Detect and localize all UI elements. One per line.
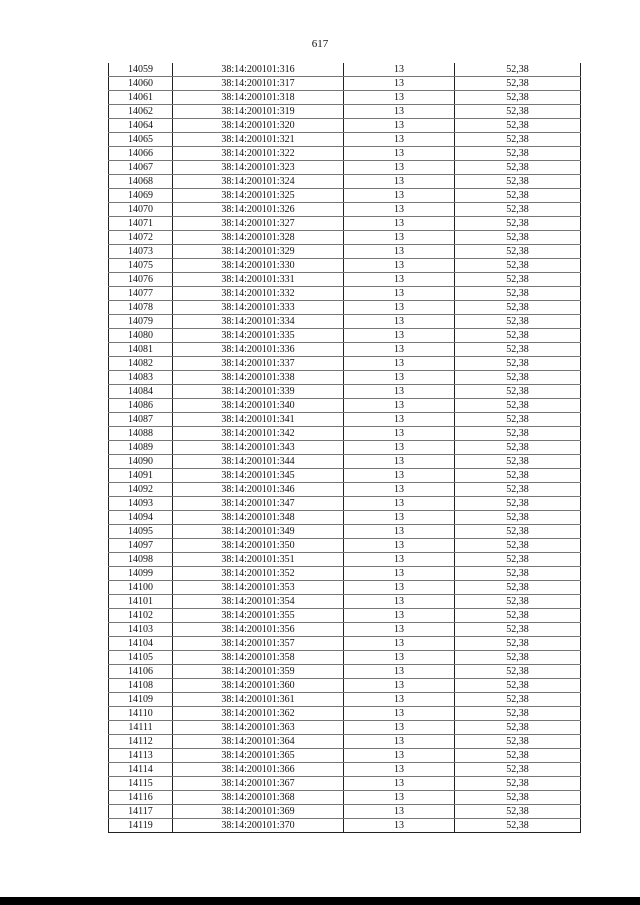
table-row — [109, 735, 581, 749]
table-row — [109, 301, 581, 315]
cadastral-number-cell: 38:14:200101:328 — [173, 231, 344, 245]
area-cell: 13 — [344, 469, 455, 483]
table-row — [109, 623, 581, 637]
row-number-cell: 14067 — [109, 161, 173, 175]
row-number-cell: 14095 — [109, 525, 173, 539]
row-number-cell: 14092 — [109, 483, 173, 497]
value-cell: 52,38 — [455, 77, 581, 91]
cadastral-number-cell: 38:14:200101:330 — [173, 259, 344, 273]
area-cell: 13 — [344, 567, 455, 581]
area-cell: 13 — [344, 553, 455, 567]
row-number-cell: 14061 — [109, 91, 173, 105]
area-cell: 13 — [344, 231, 455, 245]
row-number-cell: 14105 — [109, 651, 173, 665]
page-number: 617 — [311, 38, 329, 50]
row-number-cell: 14102 — [109, 609, 173, 623]
area-cell: 13 — [344, 721, 455, 735]
area-cell: 13 — [344, 707, 455, 721]
value-cell: 52,38 — [455, 105, 581, 119]
row-number-cell: 14073 — [109, 245, 173, 259]
row-number-cell: 14081 — [109, 343, 173, 357]
area-cell: 13 — [344, 749, 455, 763]
table-row — [109, 567, 581, 581]
value-cell: 52,38 — [455, 721, 581, 735]
table-row — [109, 427, 581, 441]
area-cell: 13 — [344, 385, 455, 399]
value-cell: 52,38 — [455, 567, 581, 581]
cadastral-number-cell: 38:14:200101:339 — [173, 385, 344, 399]
row-number-cell: 14087 — [109, 413, 173, 427]
area-cell: 13 — [344, 735, 455, 749]
area-cell: 13 — [344, 147, 455, 161]
value-cell: 52,38 — [455, 483, 581, 497]
table-row — [109, 637, 581, 651]
area-cell: 13 — [344, 161, 455, 175]
cadastral-number-cell: 38:14:200101:366 — [173, 763, 344, 777]
cadastral-number-cell: 38:14:200101:349 — [173, 525, 344, 539]
area-cell: 13 — [344, 525, 455, 539]
area-cell: 13 — [344, 413, 455, 427]
row-number-cell: 14062 — [109, 105, 173, 119]
value-cell: 52,38 — [455, 651, 581, 665]
table-row — [109, 259, 581, 273]
value-cell: 52,38 — [455, 539, 581, 553]
cadastral-number-cell: 38:14:200101:348 — [173, 511, 344, 525]
table-row — [109, 665, 581, 679]
table-row — [109, 329, 581, 343]
cadastral-number-cell: 38:14:200101:350 — [173, 539, 344, 553]
table-row — [109, 231, 581, 245]
area-cell: 13 — [344, 371, 455, 385]
area-cell: 13 — [344, 217, 455, 231]
table-row — [109, 217, 581, 231]
value-cell: 52,38 — [455, 623, 581, 637]
value-cell: 52,38 — [455, 441, 581, 455]
row-number-cell: 14115 — [109, 777, 173, 791]
value-cell: 52,38 — [455, 469, 581, 483]
row-number-cell: 14113 — [109, 749, 173, 763]
table-row — [109, 119, 581, 133]
cadastral-number-cell: 38:14:200101:342 — [173, 427, 344, 441]
value-cell: 52,38 — [455, 287, 581, 301]
area-cell: 13 — [344, 581, 455, 595]
row-number-cell: 14068 — [109, 175, 173, 189]
value-cell: 52,38 — [455, 595, 581, 609]
value-cell: 52,38 — [455, 147, 581, 161]
value-cell: 52,38 — [455, 161, 581, 175]
row-number-cell: 14059 — [109, 63, 173, 77]
cadastral-number-cell: 38:14:200101:360 — [173, 679, 344, 693]
cadastral-number-cell: 38:14:200101:336 — [173, 343, 344, 357]
value-cell: 52,38 — [455, 343, 581, 357]
value-cell: 52,38 — [455, 399, 581, 413]
cadastral-number-cell: 38:14:200101:352 — [173, 567, 344, 581]
value-cell: 52,38 — [455, 133, 581, 147]
cadastral-number-cell: 38:14:200101:353 — [173, 581, 344, 595]
area-cell: 13 — [344, 511, 455, 525]
area-cell: 13 — [344, 637, 455, 651]
area-cell: 13 — [344, 791, 455, 805]
area-cell: 13 — [344, 399, 455, 413]
cadastral-number-cell: 38:14:200101:347 — [173, 497, 344, 511]
cadastral-number-cell: 38:14:200101:340 — [173, 399, 344, 413]
value-cell: 52,38 — [455, 819, 581, 833]
value-cell: 52,38 — [455, 581, 581, 595]
cadastral-number-cell: 38:14:200101:356 — [173, 623, 344, 637]
value-cell: 52,38 — [455, 175, 581, 189]
table-row — [109, 595, 581, 609]
area-cell: 13 — [344, 105, 455, 119]
area-cell: 13 — [344, 329, 455, 343]
row-number-cell: 14088 — [109, 427, 173, 441]
cadastral-number-cell: 38:14:200101:321 — [173, 133, 344, 147]
value-cell: 52,38 — [455, 805, 581, 819]
area-cell: 13 — [344, 609, 455, 623]
row-number-cell: 14072 — [109, 231, 173, 245]
cadastral-number-cell: 38:14:200101:322 — [173, 147, 344, 161]
value-cell: 52,38 — [455, 791, 581, 805]
area-cell: 13 — [344, 273, 455, 287]
row-number-cell: 14080 — [109, 329, 173, 343]
area-cell: 13 — [344, 343, 455, 357]
area-cell: 13 — [344, 805, 455, 819]
value-cell: 52,38 — [455, 63, 581, 77]
area-cell: 13 — [344, 119, 455, 133]
cadastral-number-cell: 38:14:200101:346 — [173, 483, 344, 497]
value-cell: 52,38 — [455, 357, 581, 371]
area-cell: 13 — [344, 455, 455, 469]
row-number-cell: 14104 — [109, 637, 173, 651]
area-cell: 13 — [344, 315, 455, 329]
value-cell: 52,38 — [455, 525, 581, 539]
cadastral-number-cell: 38:14:200101:331 — [173, 273, 344, 287]
cadastral-number-cell: 38:14:200101:323 — [173, 161, 344, 175]
table-row — [109, 371, 581, 385]
table-row — [109, 455, 581, 469]
cadastral-number-cell: 38:14:200101:325 — [173, 189, 344, 203]
table-row — [109, 245, 581, 259]
cadastral-number-cell: 38:14:200101:362 — [173, 707, 344, 721]
row-number-cell: 14116 — [109, 791, 173, 805]
cadastral-number-cell: 38:14:200101:326 — [173, 203, 344, 217]
cadastral-number-cell: 38:14:200101:324 — [173, 175, 344, 189]
table-row — [109, 791, 581, 805]
row-number-cell: 14110 — [109, 707, 173, 721]
area-cell: 13 — [344, 427, 455, 441]
row-number-cell: 14076 — [109, 273, 173, 287]
cadastral-number-cell: 38:14:200101:354 — [173, 595, 344, 609]
row-number-cell: 14075 — [109, 259, 173, 273]
area-cell: 13 — [344, 483, 455, 497]
value-cell: 52,38 — [455, 427, 581, 441]
row-number-cell: 14064 — [109, 119, 173, 133]
cadastral-number-cell: 38:14:200101:344 — [173, 455, 344, 469]
area-cell: 13 — [344, 693, 455, 707]
cadastral-number-cell: 38:14:200101:370 — [173, 819, 344, 833]
table-row — [109, 189, 581, 203]
cadastral-number-cell: 38:14:200101:320 — [173, 119, 344, 133]
row-number-cell: 14082 — [109, 357, 173, 371]
value-cell: 52,38 — [455, 777, 581, 791]
cadastral-number-cell: 38:14:200101:334 — [173, 315, 344, 329]
cadastral-number-cell: 38:14:200101:329 — [173, 245, 344, 259]
table-row — [109, 161, 581, 175]
area-cell: 13 — [344, 357, 455, 371]
row-number-cell: 14089 — [109, 441, 173, 455]
table-row — [109, 343, 581, 357]
area-cell: 13 — [344, 189, 455, 203]
table-row — [109, 413, 581, 427]
area-cell: 13 — [344, 665, 455, 679]
area-cell: 13 — [344, 539, 455, 553]
table-row — [109, 609, 581, 623]
table-row — [109, 273, 581, 287]
table-row — [109, 385, 581, 399]
table-row — [109, 553, 581, 567]
table-row — [109, 315, 581, 329]
value-cell: 52,38 — [455, 735, 581, 749]
value-cell: 52,38 — [455, 91, 581, 105]
area-cell: 13 — [344, 651, 455, 665]
table-row — [109, 483, 581, 497]
table-row — [109, 805, 581, 819]
cadastral-number-cell: 38:14:200101:361 — [173, 693, 344, 707]
table-row — [109, 707, 581, 721]
area-cell: 13 — [344, 763, 455, 777]
row-number-cell: 14094 — [109, 511, 173, 525]
value-cell: 52,38 — [455, 553, 581, 567]
row-number-cell: 14103 — [109, 623, 173, 637]
value-cell: 52,38 — [455, 693, 581, 707]
cadastral-number-cell: 38:14:200101:351 — [173, 553, 344, 567]
area-cell: 13 — [344, 133, 455, 147]
cadastral-number-cell: 38:14:200101:363 — [173, 721, 344, 735]
table-row — [109, 147, 581, 161]
table-row — [109, 749, 581, 763]
cadastral-number-cell: 38:14:200101:368 — [173, 791, 344, 805]
value-cell: 52,38 — [455, 609, 581, 623]
value-cell: 52,38 — [455, 189, 581, 203]
value-cell: 52,38 — [455, 511, 581, 525]
row-number-cell: 14090 — [109, 455, 173, 469]
row-number-cell: 14086 — [109, 399, 173, 413]
value-cell: 52,38 — [455, 217, 581, 231]
cadastral-number-cell: 38:14:200101:333 — [173, 301, 344, 315]
table-row — [109, 721, 581, 735]
value-cell: 52,38 — [455, 497, 581, 511]
cadastral-number-cell: 38:14:200101:359 — [173, 665, 344, 679]
value-cell: 52,38 — [455, 231, 581, 245]
area-cell: 13 — [344, 203, 455, 217]
row-number-cell: 14093 — [109, 497, 173, 511]
table-row — [109, 819, 581, 833]
cadastral-number-cell: 38:14:200101:364 — [173, 735, 344, 749]
value-cell: 52,38 — [455, 259, 581, 273]
row-number-cell: 14109 — [109, 693, 173, 707]
table-body — [109, 63, 581, 833]
area-cell: 13 — [344, 441, 455, 455]
area-cell: 13 — [344, 623, 455, 637]
value-cell: 52,38 — [455, 119, 581, 133]
cadastral-number-cell: 38:14:200101:358 — [173, 651, 344, 665]
value-cell: 52,38 — [455, 455, 581, 469]
cadastral-number-cell: 38:14:200101:317 — [173, 77, 344, 91]
area-cell: 13 — [344, 259, 455, 273]
row-number-cell: 14097 — [109, 539, 173, 553]
row-number-cell: 14100 — [109, 581, 173, 595]
value-cell: 52,38 — [455, 371, 581, 385]
row-number-cell: 14079 — [109, 315, 173, 329]
table-row — [109, 357, 581, 371]
row-number-cell: 14065 — [109, 133, 173, 147]
area-cell: 13 — [344, 175, 455, 189]
value-cell: 52,38 — [455, 301, 581, 315]
area-cell: 13 — [344, 91, 455, 105]
value-cell: 52,38 — [455, 665, 581, 679]
value-cell: 52,38 — [455, 679, 581, 693]
value-cell: 52,38 — [455, 707, 581, 721]
cadastral-number-cell: 38:14:200101:343 — [173, 441, 344, 455]
cadastral-number-cell: 38:14:200101:345 — [173, 469, 344, 483]
table-row — [109, 399, 581, 413]
table-row — [109, 693, 581, 707]
table-row — [109, 77, 581, 91]
cadastral-number-cell: 38:14:200101:332 — [173, 287, 344, 301]
table-row — [109, 497, 581, 511]
row-number-cell: 14099 — [109, 567, 173, 581]
row-number-cell: 14060 — [109, 77, 173, 91]
cadastral-number-cell: 38:14:200101:367 — [173, 777, 344, 791]
cadastral-number-cell: 38:14:200101:327 — [173, 217, 344, 231]
row-number-cell: 14101 — [109, 595, 173, 609]
value-cell: 52,38 — [455, 385, 581, 399]
cadastral-number-cell: 38:14:200101:316 — [173, 63, 344, 77]
table-row — [109, 287, 581, 301]
row-number-cell: 14066 — [109, 147, 173, 161]
value-cell: 52,38 — [455, 413, 581, 427]
row-number-cell: 14114 — [109, 763, 173, 777]
table-row — [109, 511, 581, 525]
value-cell: 52,38 — [455, 749, 581, 763]
table-row — [109, 651, 581, 665]
area-cell: 13 — [344, 63, 455, 77]
table-row — [109, 581, 581, 595]
row-number-cell: 14083 — [109, 371, 173, 385]
area-cell: 13 — [344, 777, 455, 791]
cadastral-number-cell: 38:14:200101:357 — [173, 637, 344, 651]
area-cell: 13 — [344, 679, 455, 693]
row-number-cell: 14084 — [109, 385, 173, 399]
row-number-cell: 14070 — [109, 203, 173, 217]
row-number-cell: 14117 — [109, 805, 173, 819]
cadastral-number-cell: 38:14:200101:341 — [173, 413, 344, 427]
table-row — [109, 525, 581, 539]
table-row — [109, 469, 581, 483]
row-number-cell: 14108 — [109, 679, 173, 693]
table-row — [109, 63, 581, 77]
row-number-cell: 14112 — [109, 735, 173, 749]
table-row — [109, 539, 581, 553]
value-cell: 52,38 — [455, 329, 581, 343]
table-row — [109, 133, 581, 147]
cadastral-number-cell: 38:14:200101:319 — [173, 105, 344, 119]
cadastral-number-cell: 38:14:200101:369 — [173, 805, 344, 819]
area-cell: 13 — [344, 77, 455, 91]
table-row — [109, 679, 581, 693]
value-cell: 52,38 — [455, 273, 581, 287]
area-cell: 13 — [344, 497, 455, 511]
value-cell: 52,38 — [455, 315, 581, 329]
cadastral-table — [108, 63, 581, 833]
cadastral-number-cell: 38:14:200101:365 — [173, 749, 344, 763]
row-number-cell: 14091 — [109, 469, 173, 483]
area-cell: 13 — [344, 819, 455, 833]
row-number-cell: 14098 — [109, 553, 173, 567]
value-cell: 52,38 — [455, 245, 581, 259]
row-number-cell: 14071 — [109, 217, 173, 231]
area-cell: 13 — [344, 595, 455, 609]
value-cell: 52,38 — [455, 203, 581, 217]
value-cell: 52,38 — [455, 637, 581, 651]
value-cell: 52,38 — [455, 763, 581, 777]
cadastral-number-cell: 38:14:200101:318 — [173, 91, 344, 105]
area-cell: 13 — [344, 245, 455, 259]
cadastral-number-cell: 38:14:200101:338 — [173, 371, 344, 385]
row-number-cell: 14077 — [109, 287, 173, 301]
cadastral-number-cell: 38:14:200101:337 — [173, 357, 344, 371]
cadastral-number-cell: 38:14:200101:355 — [173, 609, 344, 623]
area-cell: 13 — [344, 301, 455, 315]
table-row — [109, 777, 581, 791]
table-row — [109, 105, 581, 119]
table-row — [109, 441, 581, 455]
table-row — [109, 203, 581, 217]
row-number-cell: 14119 — [109, 819, 173, 833]
row-number-cell: 14106 — [109, 665, 173, 679]
area-cell: 13 — [344, 287, 455, 301]
table-row — [109, 763, 581, 777]
row-number-cell: 14078 — [109, 301, 173, 315]
row-number-cell: 14111 — [109, 721, 173, 735]
cadastral-number-cell: 38:14:200101:335 — [173, 329, 344, 343]
scan-edge-band — [0, 897, 640, 905]
table-row — [109, 175, 581, 189]
table-row — [109, 91, 581, 105]
row-number-cell: 14069 — [109, 189, 173, 203]
